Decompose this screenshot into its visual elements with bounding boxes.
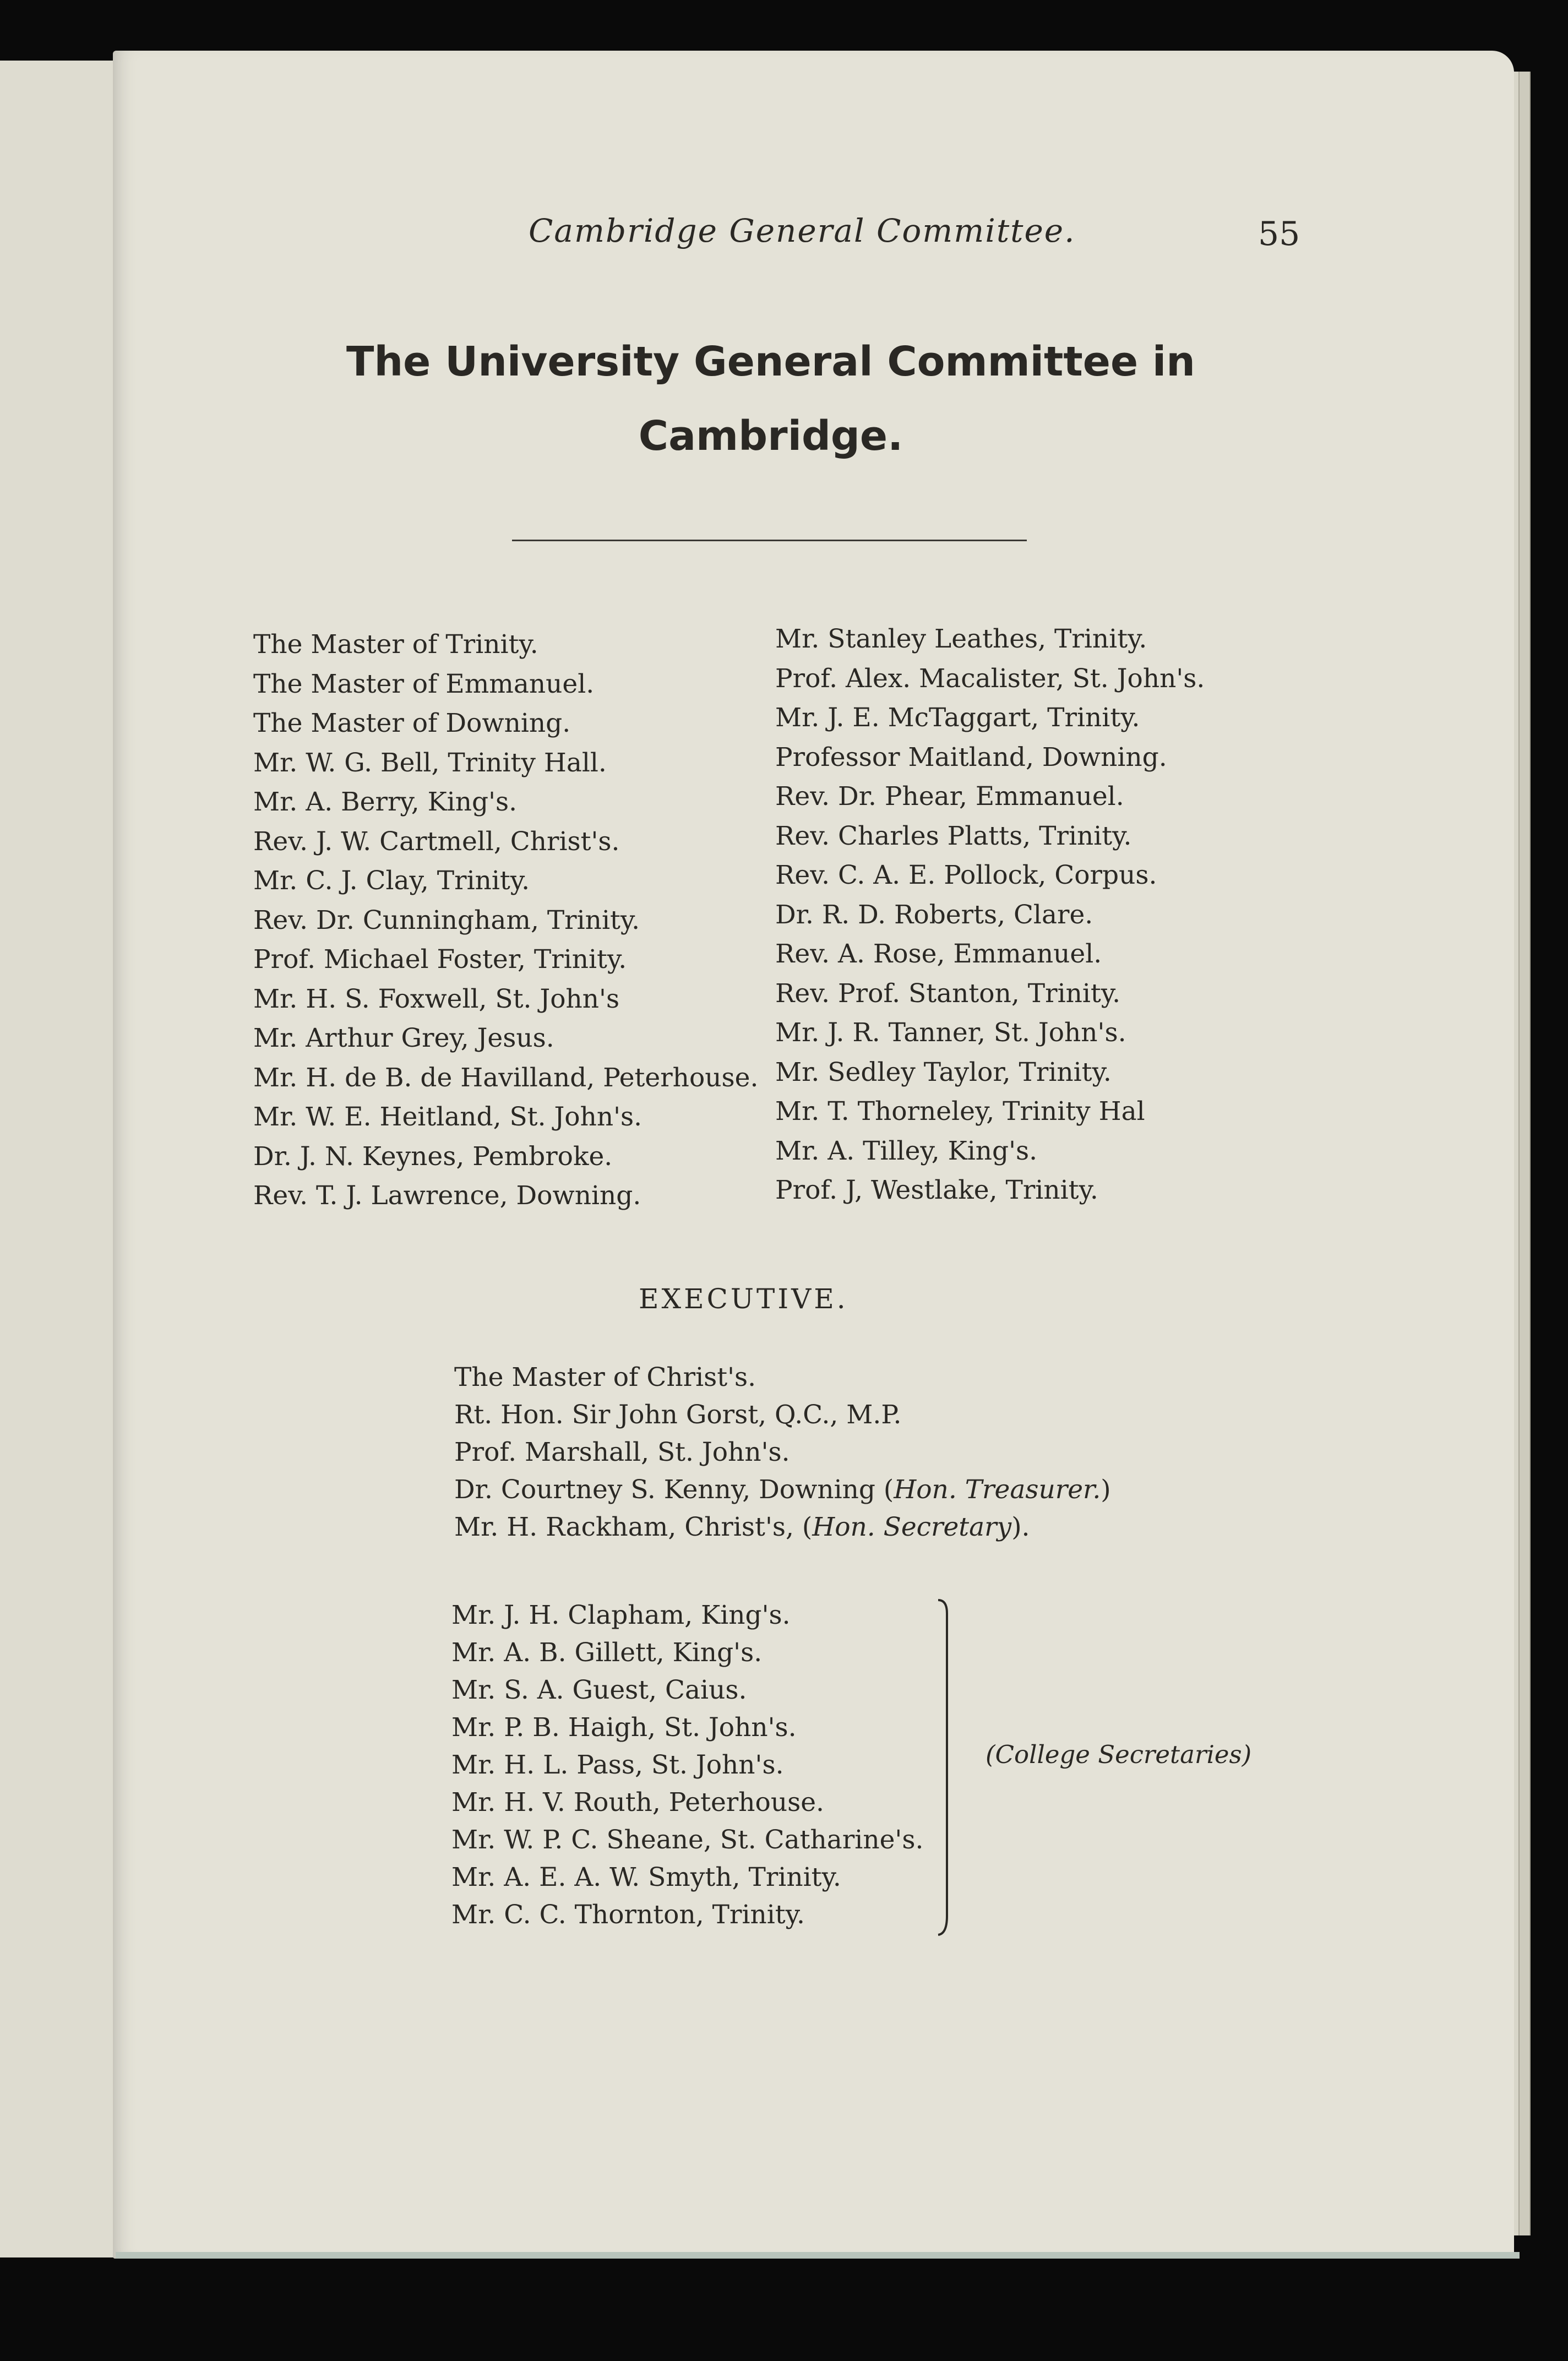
- member-entry: Mr. W. E. Heitland, St. John's.: [253, 1102, 643, 1132]
- college-secretaries-list: [451, 1597, 923, 1934]
- member-entry: Mr. H. de B. de Havilland, Peterhouse.: [253, 1062, 759, 1093]
- secretary-entry: Mr. P. B. Haigh, St. John's.: [451, 1712, 797, 1743]
- page-bottom-edge: [116, 2252, 1520, 2259]
- member-entry: Mr. J. E. McTaggart, Trinity.: [775, 703, 1140, 733]
- member-entry: Rev. Dr. Phear, Emmanuel.: [775, 781, 1124, 812]
- secretary-entry: Mr. A. E. A. W. Smyth, Trinity.: [451, 1862, 841, 1892]
- executive-entry: [454, 1471, 1111, 1509]
- member-entry: The Master of Downing.: [253, 708, 571, 738]
- executive-entry: Prof. Marshall, St. John's.: [454, 1437, 790, 1467]
- member-entry: Prof. Alex. Macalister, St. John's.: [775, 663, 1205, 694]
- member-entry: The Master of Emmanuel.: [253, 668, 595, 699]
- executive-entry: [454, 1509, 1111, 1546]
- member-entry: Mr. Arthur Grey, Jesus.: [253, 1023, 554, 1053]
- member-entry: Mr. Stanley Leathes, Trinity.: [775, 624, 1147, 654]
- secretary-entry: Mr. J. H. Clapham, King's.: [451, 1600, 791, 1630]
- executive-entry: The Master of Christ's.: [454, 1362, 756, 1392]
- member-entry: Rev. Charles Platts, Trinity.: [775, 820, 1132, 851]
- secretary-entry: Mr. W. P. C. Sheane, St. Catharine's.: [451, 1825, 924, 1855]
- executive-entry: Rt. Hon. Sir John Gorst, Q.C., M.P.: [454, 1400, 902, 1430]
- running-head: Cambridge General Committee.: [529, 212, 1076, 249]
- member-entry: Prof. J, Westlake, Trinity.: [775, 1175, 1098, 1205]
- executive-entry-text: Mr. H. Rackham, Christ's, (: [454, 1512, 813, 1542]
- members-right-column: [775, 619, 1205, 1210]
- treasurer-role: Hon. Treasurer.: [894, 1475, 1101, 1505]
- member-entry: Mr. H. S. Foxwell, St. John's: [253, 983, 620, 1014]
- member-entry: Mr. A. Tilley, King's.: [775, 1135, 1038, 1166]
- member-entry: Mr. Sedley Taylor, Trinity.: [775, 1057, 1112, 1087]
- members-left-column: [253, 625, 758, 1216]
- page-title: [308, 325, 1233, 474]
- divider-rule: [512, 540, 1027, 541]
- member-entry: The Master of Trinity.: [253, 629, 538, 660]
- title-line: The University General Committee in: [346, 338, 1195, 385]
- page-number: 55: [1258, 215, 1300, 253]
- college-secretaries-note: (College Secretaries): [986, 1740, 1252, 1769]
- secretary-role: Hon. Secretary: [812, 1512, 1012, 1542]
- member-entry: Mr. A. Berry, King's.: [253, 787, 518, 817]
- member-entry: Mr. T. Thorneley, Trinity Hal: [775, 1096, 1145, 1127]
- member-entry: Rev. Prof. Stanton, Trinity.: [775, 978, 1121, 1009]
- executive-entry-text: Dr. Courtney S. Kenny, Downing (: [454, 1475, 894, 1505]
- member-entry: Prof. Michael Foster, Trinity.: [253, 944, 627, 975]
- member-entry: Mr. W. G. Bell, Trinity Hall.: [253, 747, 607, 778]
- secretary-entry: Mr. C. C. Thornton, Trinity.: [451, 1900, 805, 1930]
- page-stack-edge: [1520, 72, 1531, 2235]
- secretary-entry: Mr. A. B. Gillett, King's.: [451, 1638, 763, 1668]
- member-entry: Rev. A. Rose, Emmanuel.: [775, 939, 1102, 969]
- title-line: Cambridge.: [638, 412, 903, 460]
- secretary-entry: Mr. H. L. Pass, St. John's.: [451, 1750, 784, 1780]
- executive-heading: EXECUTIVE.: [639, 1283, 848, 1315]
- member-entry: Dr. J. N. Keynes, Pembroke.: [253, 1141, 613, 1172]
- executive-entry-close: ): [1101, 1475, 1111, 1505]
- member-entry: Rev. J. W. Cartmell, Christ's.: [253, 826, 620, 857]
- secretary-entry: Mr. H. V. Routh, Peterhouse.: [451, 1787, 824, 1818]
- member-entry: Professor Maitland, Downing.: [775, 742, 1167, 773]
- executive-entry-close: ).: [1011, 1512, 1030, 1542]
- member-entry: Rev. Dr. Cunningham, Trinity.: [253, 905, 640, 935]
- member-entry: Mr. J. R. Tanner, St. John's.: [775, 1018, 1126, 1048]
- secretary-entry: Mr. S. A. Guest, Caius.: [451, 1675, 747, 1705]
- member-entry: Dr. R. D. Roberts, Clare.: [775, 899, 1093, 930]
- facing-page-edge: [0, 61, 120, 2257]
- member-entry: Rev. T. J. Lawrence, Downing.: [253, 1180, 641, 1211]
- member-entry: Rev. C. A. E. Pollock, Corpus.: [775, 860, 1157, 890]
- executive-list: [454, 1359, 1111, 1546]
- member-entry: Mr. C. J. Clay, Trinity.: [253, 866, 530, 896]
- brace-bracket: [936, 1597, 955, 1938]
